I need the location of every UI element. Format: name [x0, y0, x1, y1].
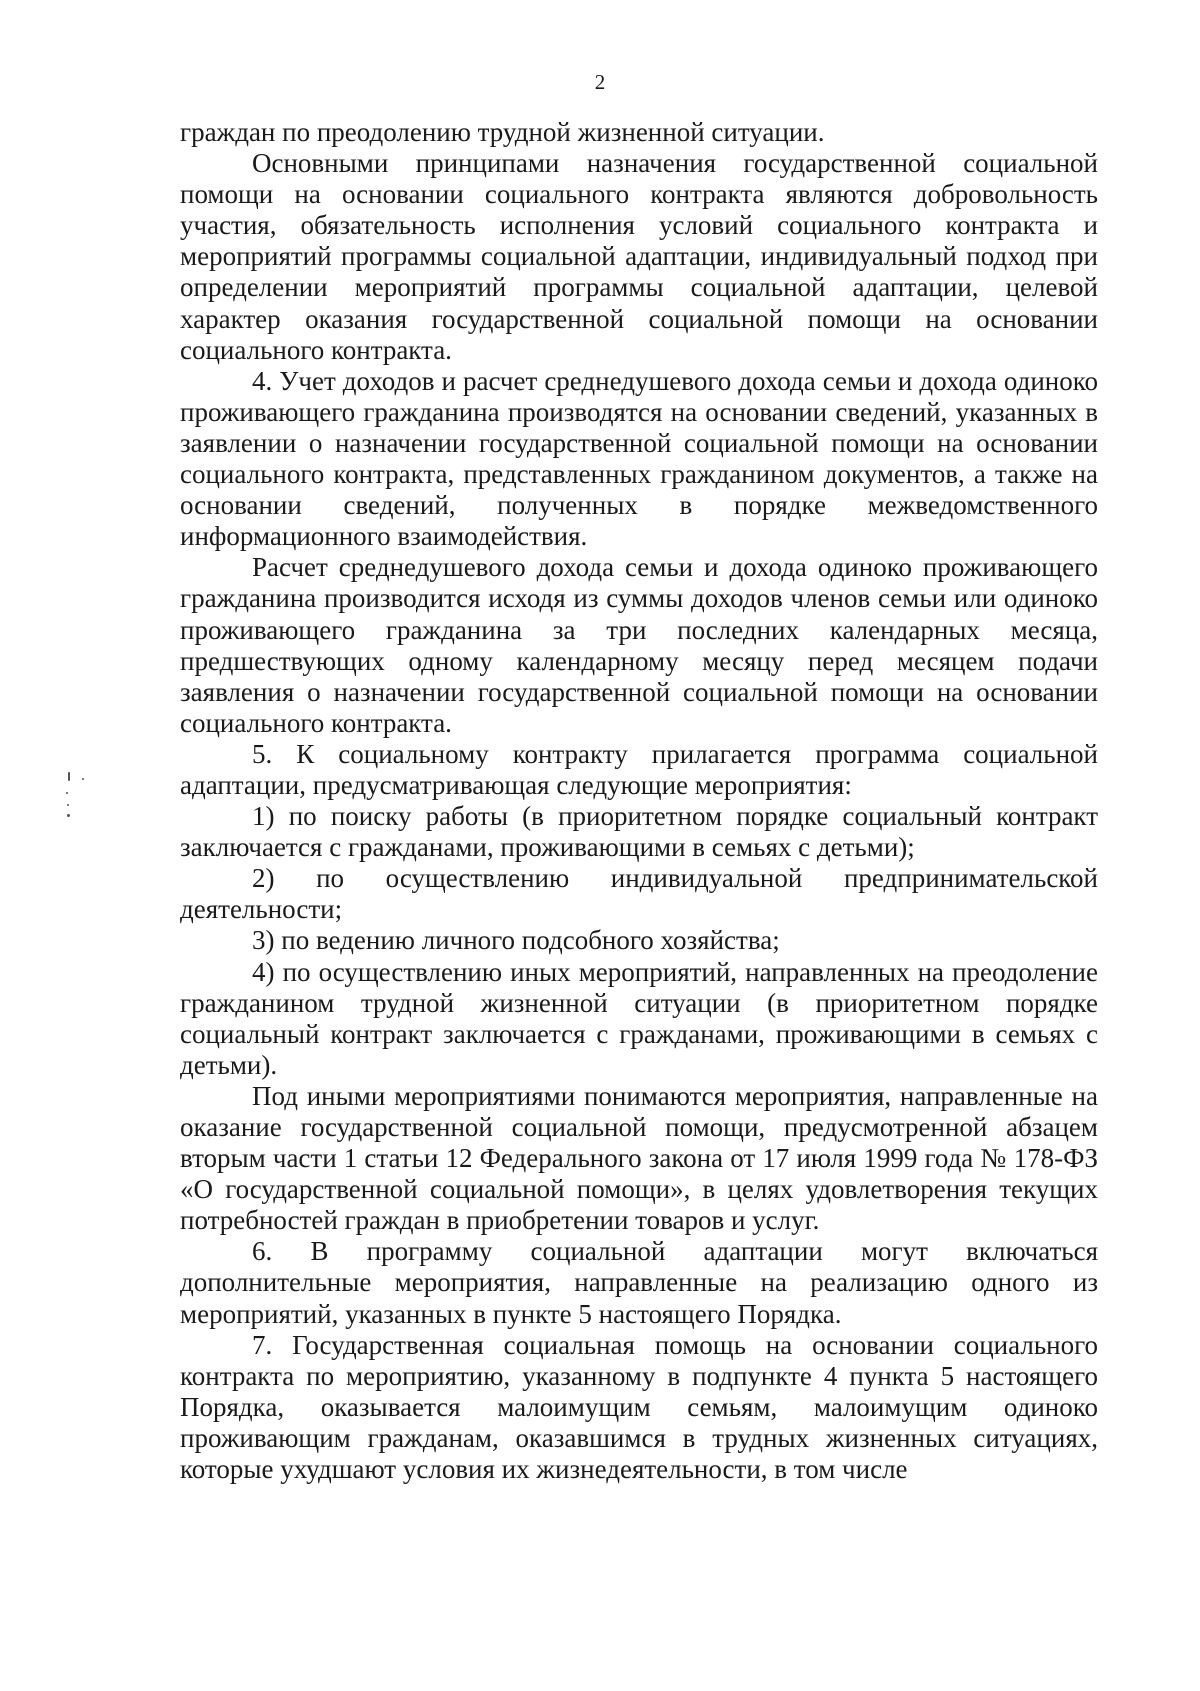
document-body	[180, 117, 1098, 1485]
paragraph-other-measures-definition: Под иными мероприятиями понимаются мероприятия, направленные на оказание государственной социальной помощи, предусмотренной абзацем вторым части 1 статьи 12 Федерального закона от 17 июля 1999 года № 178-ФЗ «О государственной социальной помощи», в целях удовлетворения текущих потребностей граждан в приобретении товаров и услуг.	[180, 1080, 1098, 1236]
list-item-entrepreneurship: 2) по осуществлению индивидуальной предпринимательской деятельности;	[180, 863, 1098, 925]
paragraph-item-6-additional: 6. В программу социальной адаптации могут включаться дополнительные мероприятия, направленные на реализацию одного из мероприятий, указанных в пункте 5 настоящего Порядка.	[180, 1236, 1098, 1329]
paragraph-item-4-income: 4. Учет доходов и расчет среднедушевого дохода семьи и дохода одиноко проживающего гражданина производятся на основании сведений, указанных в заявлении о назначении государственной социальной помощи на основании социального контракта, представленных гражданином документов, а также на основании сведений, полученных в порядке межведомственного информационного взаимодействия.	[180, 365, 1098, 552]
paragraph-income-calculation: Расчет среднедушевого дохода семьи и дохода одиноко проживающего гражданина производится исходя из суммы доходов членов семьи или одиноко проживающего гражданина за три последних календарных месяца, предшествующих одному календарному месяцу перед месяцем подачи заявления о назначении государственной социальной помощи на основании социального контракта.	[180, 552, 1098, 738]
paragraph-principles: Основными принципами назначения государственной социальной помощи на основании социального контракта являются добровольность участия, обязательность исполнения условий социального контракта и мероприятий программы социальной адаптации, индивидуальный подход при определении мероприятий программы социальной адаптации, целевой характер оказания государственной социальной помощи на основании социального контракта.	[180, 148, 1098, 365]
page-number: 2	[594, 70, 606, 94]
paragraph-item-5-program: 5. К социальному контракту прилагается программа социальной адаптации, предусматривающая следующие мероприятия:	[180, 738, 1098, 800]
paragraph-continuation: граждан по преодолению трудной жизненной ситуации.	[180, 117, 825, 147]
paragraph-item-7-assistance: 7. Государственная социальная помощь на основании социального контракта по мероприятию, указанному в подпункте 4 пункта 5 настоящего Порядка, оказывается малоимущим семьям, малоимущим одиноко проживающим гражданам, оказавшимся в трудных жизненных ситуациях, которые ухудшают условия их жизнедеятельности, в том числе	[180, 1329, 1098, 1485]
scan-margin-marks	[62, 770, 102, 830]
list-item-other-measures: 4) по осуществлению иных мероприятий, направленных на преодоление гражданином трудной жизненной ситуации (в приоритетном порядке социальный контракт заключается с гражданами, проживающими в семьях с детьми).	[180, 956, 1098, 1080]
list-item-job-search: 1) по поиску работы (в приоритетном порядке социальный контракт заключается с гражданами, проживающими в семьях с детьми);	[180, 801, 1098, 863]
list-item-household: 3) по ведению личного подсобного хозяйства;	[252, 925, 780, 956]
